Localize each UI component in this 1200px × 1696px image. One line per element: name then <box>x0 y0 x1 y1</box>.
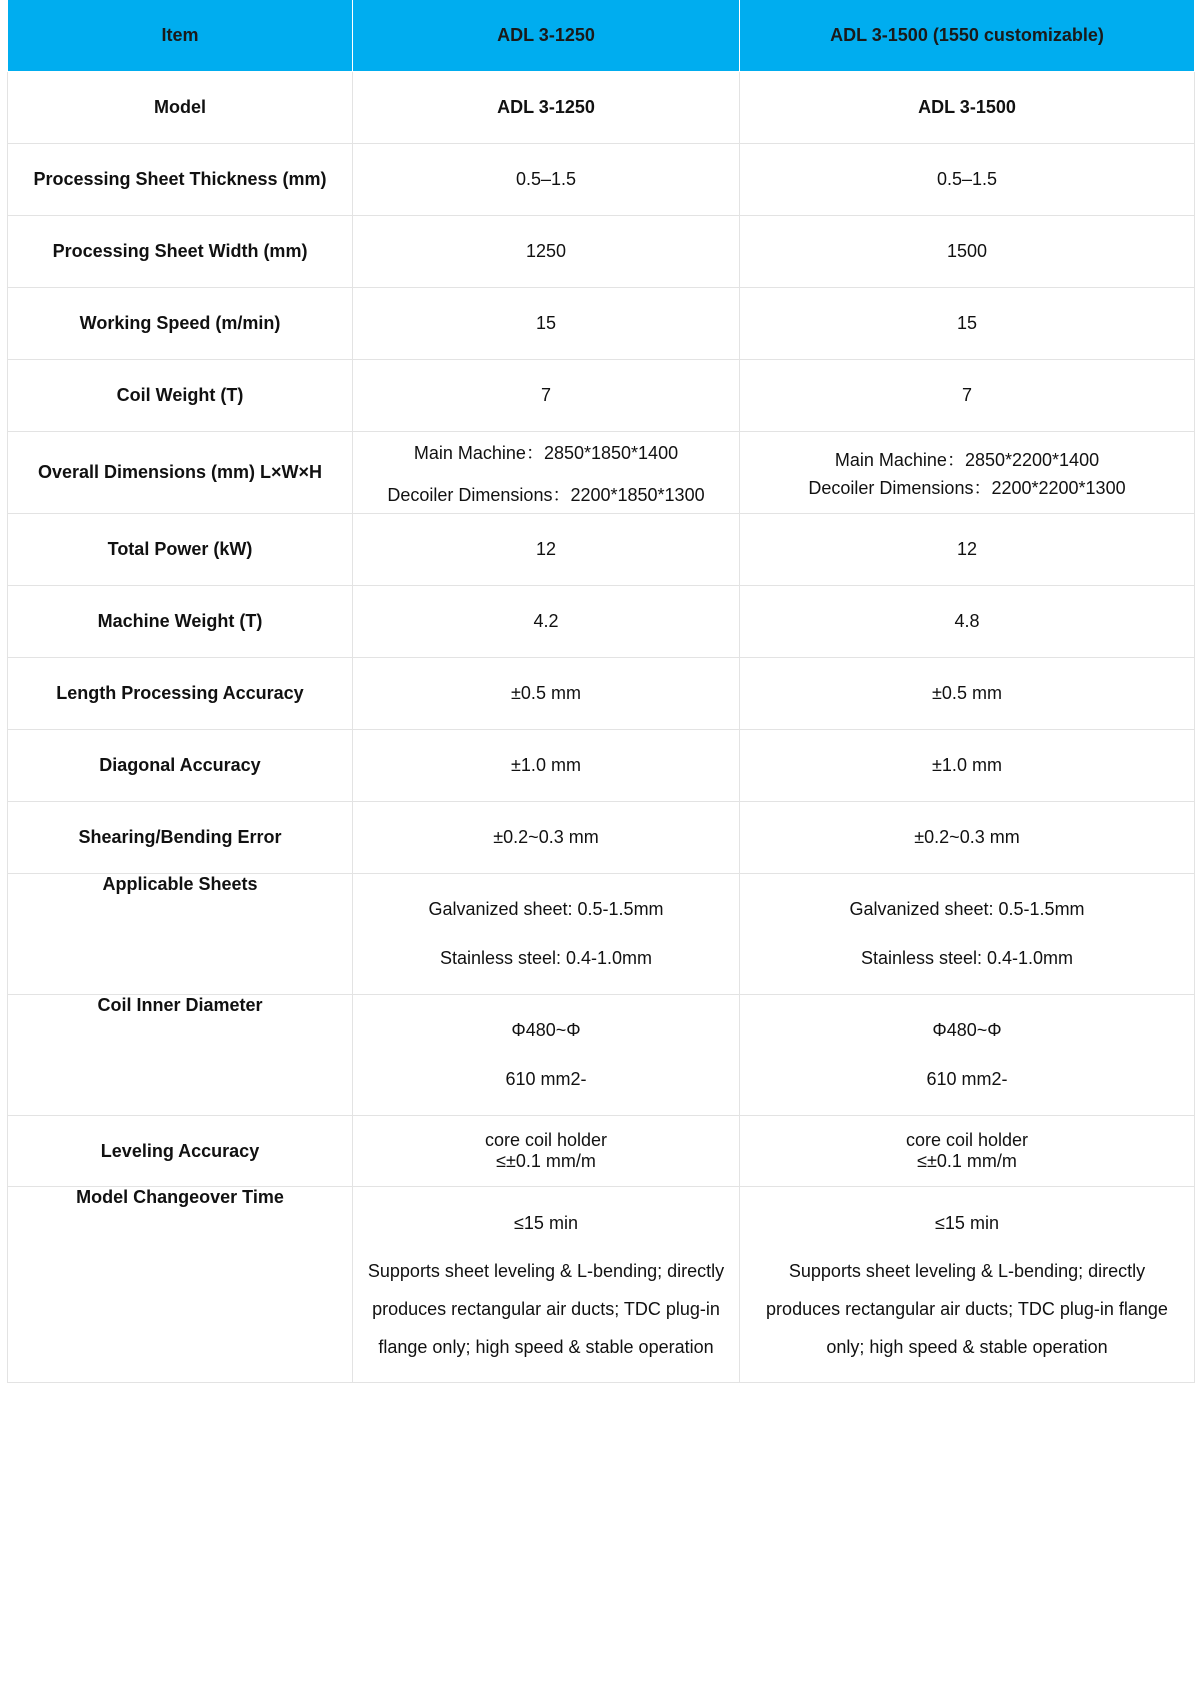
table-row <box>8 995 1195 1116</box>
note-line: flange only; high speed & stable operation <box>378 1336 714 1357</box>
cell-value: 0.5–1.5 <box>740 144 1195 216</box>
row-label: Processing Sheet Thickness (mm) <box>8 144 353 216</box>
cell-value: ±0.2~0.3 mm <box>740 802 1195 874</box>
main-machine-line <box>359 439 733 465</box>
row-label: Machine Weight (T) <box>8 586 353 658</box>
cell-value <box>740 1187 1195 1383</box>
cell-value: 12 <box>740 514 1195 586</box>
note-line: only; high speed & stable operation <box>826 1336 1108 1357</box>
row-label: Coil Inner Diameter <box>8 995 353 1116</box>
cell-value: ±0.5 mm <box>740 658 1195 730</box>
cell-value: 0.5–1.5 <box>353 144 740 216</box>
row-label: Leveling Accuracy <box>8 1116 353 1187</box>
row-label: Length Processing Accuracy <box>8 658 353 730</box>
table-row <box>8 288 1195 360</box>
header-col-a: ADL 3-1250 <box>353 0 740 72</box>
cell-value <box>353 874 740 995</box>
table-row <box>8 1187 1195 1383</box>
decoiler-line: Decoiler Dimensions：2200*1850*1300 <box>387 484 705 505</box>
cell-value <box>740 432 1195 514</box>
row-label: Model Changeover Time <box>8 1187 353 1383</box>
cell-value: 7 <box>740 360 1195 432</box>
note-line: Supports sheet leveling & L-bending; directly <box>788 1260 1146 1281</box>
cell-value: ADL 3-1250 <box>353 72 740 144</box>
table-row <box>8 802 1195 874</box>
main-machine-prefix: Main Machine： <box>834 449 965 470</box>
cell-value: 4.8 <box>740 586 1195 658</box>
cell-value <box>353 432 740 514</box>
table-row <box>8 730 1195 802</box>
row-label: Diagonal Accuracy <box>8 730 353 802</box>
table-row <box>8 432 1195 514</box>
note-line: produces rectangular air ducts; TDC plug-in flange <box>766 1298 1168 1319</box>
cell-value: 15 <box>353 288 740 360</box>
cell-value: 15 <box>740 288 1195 360</box>
row-label: Shearing/Bending Error <box>8 802 353 874</box>
table-row <box>8 514 1195 586</box>
row-label: Applicable Sheets <box>8 874 353 995</box>
note-line: produces rectangular air ducts; TDC plug-in <box>372 1298 720 1319</box>
row-label: Processing Sheet Width (mm) <box>8 216 353 288</box>
leveling-line: ≤±0.1 mm/m <box>496 1151 596 1171</box>
cell-value: ±0.2~0.3 mm <box>353 802 740 874</box>
cell-value: 4.2 <box>353 586 740 658</box>
cell-value: ADL 3-1500 <box>740 72 1195 144</box>
diameter-line: 610 mm2- <box>505 1069 587 1089</box>
note-line: Supports sheet leveling & L-bending; directly <box>367 1260 725 1281</box>
changeover-time: ≤15 min <box>935 1212 999 1233</box>
leveling-line: core coil holder <box>905 1130 1029 1150</box>
leveling-line: ≤±0.1 mm/m <box>917 1151 1017 1171</box>
table-row <box>8 360 1195 432</box>
leveling-line: core coil holder <box>484 1130 608 1150</box>
decoiler-line: Decoiler Dimensions：2200*2200*1300 <box>808 477 1126 498</box>
diameter-line: Φ480~Φ <box>932 1020 1002 1040</box>
diameter-line: Φ480~Φ <box>511 1020 581 1040</box>
cell-value <box>740 995 1195 1116</box>
stainless-line: Stainless steel: 0.4-1.0mm <box>860 948 1074 968</box>
row-label: Working Speed (m/min) <box>8 288 353 360</box>
cell-value <box>740 874 1195 995</box>
table-row <box>8 1116 1195 1187</box>
galvanized-line: Galvanized sheet: 0.5-1.5mm <box>428 899 664 919</box>
cell-value <box>353 995 740 1116</box>
row-label: Coil Weight (T) <box>8 360 353 432</box>
main-machine-value: 2850*2200*1400 <box>964 449 1100 470</box>
main-machine-value: 2850*1850*1400 <box>543 442 679 463</box>
cell-value: 1500 <box>740 216 1195 288</box>
table-row <box>8 216 1195 288</box>
main-machine-prefix: Main Machine： <box>413 442 544 463</box>
changeover-time: ≤15 min <box>514 1212 578 1233</box>
cell-value: 1250 <box>353 216 740 288</box>
stainless-line: Stainless steel: 0.4-1.0mm <box>439 948 653 968</box>
cell-value: 12 <box>353 514 740 586</box>
header-col-b: ADL 3-1500 (1550 customizable) <box>740 0 1195 72</box>
row-label: Overall Dimensions (mm) L×W×H <box>8 432 353 514</box>
cell-value: ±0.5 mm <box>353 658 740 730</box>
main-machine-line <box>746 446 1188 472</box>
cell-value: ±1.0 mm <box>353 730 740 802</box>
table-row <box>8 72 1195 144</box>
spec-table <box>7 0 1195 1383</box>
row-label: Total Power (kW) <box>8 514 353 586</box>
cell-value <box>353 1187 740 1383</box>
cell-value <box>740 1116 1195 1187</box>
cell-value: 7 <box>353 360 740 432</box>
table-row <box>8 144 1195 216</box>
cell-value <box>353 1116 740 1187</box>
table-row <box>8 874 1195 995</box>
diameter-line: 610 mm2- <box>926 1069 1008 1089</box>
cell-value: ±1.0 mm <box>740 730 1195 802</box>
header-item: Item <box>8 0 353 72</box>
table-row <box>8 586 1195 658</box>
table-header <box>8 0 1195 72</box>
row-label: Model <box>8 72 353 144</box>
table-row <box>8 658 1195 730</box>
galvanized-line: Galvanized sheet: 0.5-1.5mm <box>849 899 1085 919</box>
